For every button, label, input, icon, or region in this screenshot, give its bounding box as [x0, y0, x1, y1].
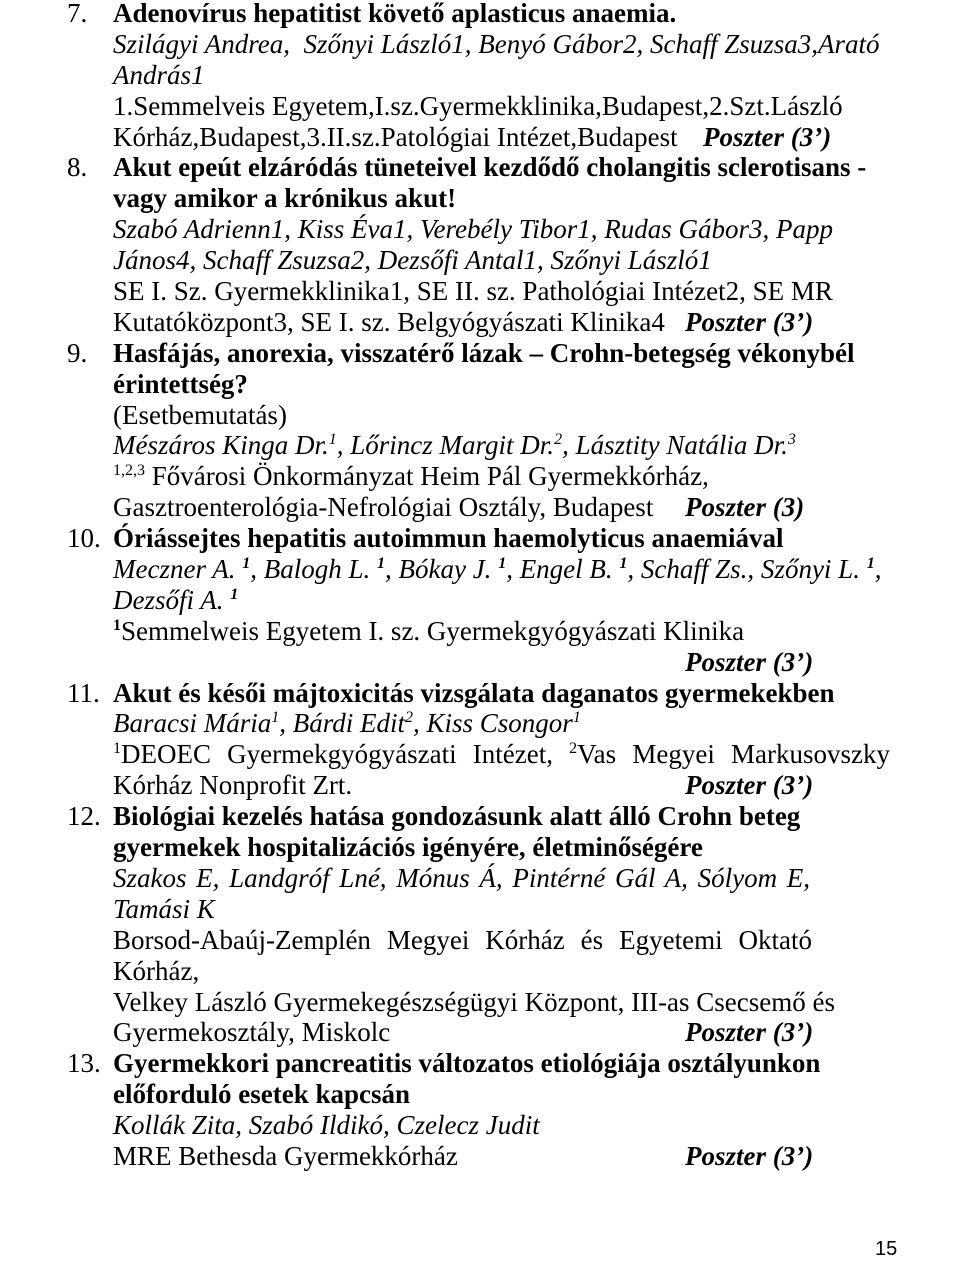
- poster-label: Poszter (3’): [685, 646, 814, 677]
- entry-affiliation-line: Kórház,: [113, 955, 200, 986]
- entry-affiliation-line: Borsod-Abaúj-Zemplén Megyei Kórház és Egyetemi Oktató: [113, 924, 812, 955]
- entry-number: 12.: [67, 801, 101, 832]
- entry-title-line: Akut és késői májtoxicitás vizsgálata daganatos gyermekekben: [113, 677, 835, 708]
- entry-authors-line: [113, 554, 933, 585]
- entry-affiliation-line: [113, 122, 933, 153]
- author-text: , Schaff Zs., Szőnyi L.: [627, 554, 867, 585]
- entry-affiliation-line: Velkey László Gyermekegészségügyi Központ, III-as Csecsemő és: [113, 986, 836, 1017]
- superscript-marker: 1: [113, 740, 121, 758]
- entry-title-line: előforduló esetek kapcsán: [113, 1079, 410, 1110]
- entry-number: 13.: [67, 1048, 101, 1079]
- entry-affiliation-text: Kórház Nonprofit Zrt.: [113, 770, 353, 801]
- author-text: ,: [874, 554, 882, 585]
- entry-title-line: vagy amikor a krónikus akut!: [113, 183, 457, 214]
- entry-affiliation-text: MRE Bethesda Gyermekkórház: [113, 1140, 458, 1171]
- superscript-marker: 1: [271, 709, 280, 727]
- superscript-marker: 1: [376, 555, 385, 573]
- entry-affiliation-line: SE I. Sz. Gyermekklinika1, SE II. sz. Pathológiai Intézet2, SE MR: [113, 276, 833, 307]
- entry-affiliation-line: [113, 770, 933, 801]
- superscript-marker: 1: [113, 616, 121, 634]
- entry-affiliation-line: [113, 1141, 933, 1172]
- entry-affiliation-text: Gyermekosztály, Miskolc: [113, 1017, 391, 1048]
- entry-authors-line: András1: [113, 59, 205, 90]
- poster-list: [67, 0, 933, 1172]
- author-text: , Kiss Csongor: [413, 708, 573, 739]
- superscript-marker: 3: [787, 431, 796, 449]
- superscript-marker: 1: [242, 555, 251, 573]
- entry-authors-line: Szakos E, Landgróf Lné, Mónus Á, Pintérné Gál A, Sólyom E,: [113, 862, 810, 893]
- entry-title-line: gyermekek hospitalizációs igényére, életminőségére: [113, 832, 703, 863]
- author-text: , Balogh L.: [250, 554, 377, 585]
- entry-poster-line: [113, 647, 933, 678]
- entry-affiliation-text: Kórház,Budapest,3.II.sz.Patológiai Intézet,Budapest: [113, 121, 678, 152]
- entry-number: 10.: [67, 523, 101, 554]
- entry-8: [67, 152, 933, 337]
- entry-9: [67, 337, 933, 523]
- entry-affiliation-text: DEOEC Gyermekgyógyászati Intézet,: [121, 739, 570, 770]
- entry-12: [67, 801, 933, 1048]
- author-text: Dezsőfi A.: [113, 584, 231, 615]
- superscript-marker: 1: [866, 555, 875, 573]
- author-text: Meczner A.: [113, 554, 243, 585]
- superscript-marker: 1: [328, 431, 337, 449]
- entry-affiliation-text: Fővárosi Önkormányzat Heim Pál Gyermekkórház,: [145, 461, 709, 492]
- entry-affiliation-text: Semmelweis Egyetem I. sz. Gyermekgyógyászati Klinika: [121, 615, 745, 646]
- entry-title-line: Biológiai kezelés hatása gondozásunk alatt álló Crohn beteg: [113, 801, 801, 832]
- entry-11: [67, 677, 933, 802]
- author-text: , Bárdi Edit: [279, 708, 405, 739]
- entry-affiliation-line: [113, 307, 933, 338]
- entry-affiliation-line: [113, 461, 933, 492]
- entry-affiliation-text: Kutatóközpont3, SE I. sz. Belgyógyászati Klinika4: [113, 306, 665, 337]
- entry-authors-line: Tamási K: [113, 893, 215, 924]
- entry-number: 11.: [67, 677, 100, 708]
- author-text: , Bókay J.: [384, 554, 499, 585]
- entry-authors-line: [113, 708, 933, 739]
- superscript-marker: 1: [619, 555, 628, 573]
- poster-label: Poszter (3’): [703, 121, 832, 152]
- entry-number: 8.: [67, 152, 88, 183]
- author-text: , Engel B.: [506, 554, 620, 585]
- entry-10: [67, 523, 933, 677]
- entry-affiliation-line: 1.Semmelveis Egyetem,I.sz.Gyermekklinika,Budapest,2.Szt.László: [113, 90, 843, 121]
- entry-number: 7.: [67, 0, 88, 28]
- entry-13: [67, 1048, 933, 1172]
- entry-affiliation-line: [113, 492, 933, 523]
- page-number: 15: [875, 1238, 898, 1260]
- poster-label: Poszter (3’): [685, 770, 814, 801]
- entry-affiliation-text: Gasztroenterológia-Nefrológiai Osztály, Budapest: [113, 492, 654, 523]
- poster-label: Poszter (3’): [685, 1140, 814, 1171]
- entry-affiliation-line: [113, 616, 933, 647]
- poster-label: Poszter (3’): [685, 306, 814, 337]
- superscript-marker: 1: [572, 709, 581, 727]
- superscript-marker: 2: [405, 709, 413, 727]
- poster-label: Poszter (3): [685, 492, 805, 523]
- entry-title-line: Adenovírus hepatitist követő aplasticus anaemia.: [113, 0, 677, 28]
- author-text: Mészáros Kinga Dr.: [113, 430, 329, 461]
- superscript-marker: 2: [569, 740, 578, 758]
- entry-title-line: érintettség?: [113, 368, 248, 399]
- entry-title-line: Gyermekkori pancreatitis változatos etiológiája osztályunkon: [113, 1048, 821, 1079]
- entry-authors-line: [113, 585, 933, 616]
- entry-number: 9.: [67, 337, 88, 368]
- entry-authors-line: Szilágyi Andrea, Szőnyi László1, Benyó Gábor2, Schaff Zsuzsa3,Arató: [113, 28, 880, 59]
- entry-title-line: Hasfájás, anorexia, visszatérő lázak – Crohn-betegség vékonybél: [113, 337, 855, 368]
- entry-title-line: Óriássejtes hepatitis autoimmun haemolyticus anaemiával: [113, 523, 784, 554]
- superscript-marker: 1,2,3: [113, 462, 145, 480]
- superscript-marker: 1: [230, 585, 239, 603]
- author-text: , Lőrincz Margit Dr.: [336, 430, 555, 461]
- author-text: , Lásztity Natália Dr.: [562, 430, 788, 461]
- superscript-marker: 1: [498, 555, 507, 573]
- entry-affiliation-line: [113, 739, 890, 770]
- superscript-marker: 2: [554, 431, 563, 449]
- entry-7: [67, 0, 933, 152]
- entry-affiliation-text: Vas Megyei Markusovszky: [577, 739, 890, 770]
- entry-affiliation-line: [113, 1017, 933, 1048]
- author-text: Baracsi Mária: [113, 708, 272, 739]
- entry-authors-line: János4, Schaff Zsuzsa2, Dezsőfi Antal1, Szőnyi László1: [113, 245, 712, 276]
- entry-authors-line: Szabó Adrienn1, Kiss Éva1, Verebély Tibor1, Rudas Gábor3, Papp: [113, 214, 833, 245]
- poster-label: Poszter (3’): [685, 1017, 814, 1048]
- entry-authors-line: Kollák Zita, Szabó Ildikó, Czelecz Judit: [113, 1110, 540, 1141]
- entry-note: (Esetbemutatás): [113, 399, 287, 430]
- entry-title-line: Akut epeút elzáródás tüneteivel kezdődő cholangitis sclerotisans -: [113, 152, 867, 183]
- entry-authors-line: [113, 430, 933, 461]
